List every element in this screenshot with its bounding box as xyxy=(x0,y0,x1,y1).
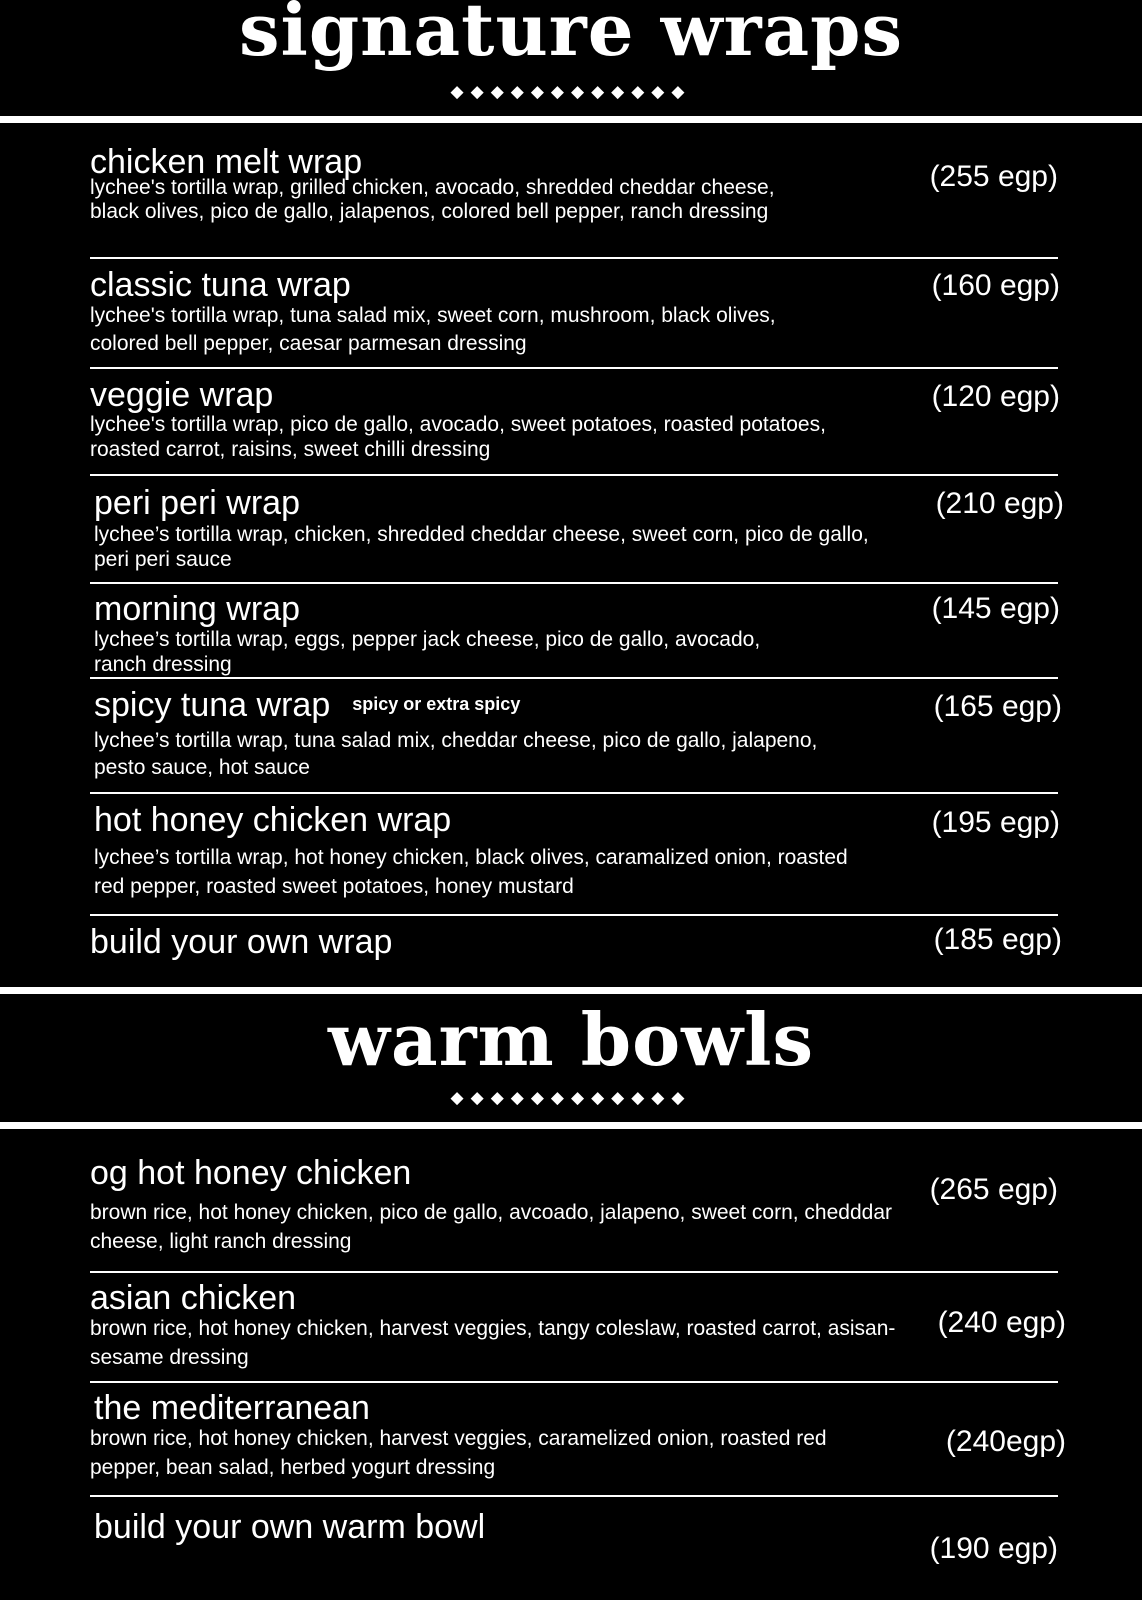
item-divider xyxy=(90,792,1058,794)
menu-item-price: (195 egp) xyxy=(931,806,1060,839)
menu-item-name: build your own warm bowl xyxy=(94,1508,486,1546)
menu-item-price: (165 egp) xyxy=(933,690,1062,723)
section-title-warm-bowls: warm bowls xyxy=(327,997,815,1082)
menu-item-description: brown rice, hot honey chicken, harvest veggies, tangy coleslaw, roasted carrot, asisan-sesame dressing xyxy=(90,1317,896,1369)
item-divider xyxy=(90,914,1058,916)
diamond-divider-icon: ◆◆◆◆◆◆◆◆◆◆◆◆ xyxy=(450,1088,692,1108)
menu-item-price: (145 egp) xyxy=(931,592,1060,625)
section-divider xyxy=(0,1122,1142,1129)
item-divider xyxy=(90,367,1058,369)
menu-item-description: lychee's tortilla wrap, grilled chicken, avocado, shredded cheddar cheese, black olives, pico de gallo, jalapenos, colored bell pepper, ranch dressing xyxy=(90,176,775,223)
menu-item-name: chicken melt wrap xyxy=(90,143,363,181)
menu-item-name: asian chicken xyxy=(90,1279,297,1317)
menu-item-price: (255 egp) xyxy=(929,160,1058,193)
item-divider xyxy=(90,677,1058,679)
spice-level-note: spicy or extra spicy xyxy=(352,694,521,715)
menu-item-name: og hot honey chicken xyxy=(90,1154,412,1192)
menu-item-description: brown rice, hot honey chicken, harvest veggies, caramelized onion, roasted red pepper, bean salad, herbed yogurt dressing xyxy=(90,1427,827,1479)
section-title-signature-wraps: signature wraps xyxy=(238,0,904,72)
menu-item-price: (185 egp) xyxy=(933,923,1062,956)
menu-item-price: (210 egp) xyxy=(935,487,1064,520)
menu-item-description: lychee's tortilla wrap, tuna salad mix, sweet corn, mushroom, black olives, colored bell pepper, caesar parmesan dressing xyxy=(90,304,776,355)
section-divider xyxy=(0,116,1142,123)
diamond-divider-icon: ◆◆◆◆◆◆◆◆◆◆◆◆ xyxy=(450,82,692,102)
menu-item-price: (120 egp) xyxy=(931,380,1060,413)
item-divider xyxy=(90,1271,1058,1273)
menu-item-name: classic tuna wrap xyxy=(90,266,351,304)
menu-item-description: brown rice, hot honey chicken, pico de gallo, avcoado, jalapeno, sweet corn, chedddar cheese, light ranch dressing xyxy=(90,1201,892,1253)
menu-item-description: lychee's tortilla wrap, pico de gallo, avocado, sweet potatoes, roasted potatoes, roasted carrot, raisins, sweet chilli dressing xyxy=(90,413,826,461)
menu-item-name: peri peri wrap xyxy=(94,484,300,522)
menu-item-name: morning wrap xyxy=(94,590,300,628)
menu-item-description: lychee’s tortilla wrap, tuna salad mix, cheddar cheese, pico de gallo, jalapeno, pesto sauce, hot sauce xyxy=(94,729,818,779)
menu-item-price: (160 egp) xyxy=(931,269,1060,302)
menu-item-price: (240egp) xyxy=(945,1425,1066,1458)
item-divider xyxy=(90,582,1058,584)
menu-item-name: the mediterranean xyxy=(94,1389,370,1427)
menu-item-price: (190 egp) xyxy=(929,1532,1058,1565)
menu-item-price: (265 egp) xyxy=(929,1173,1058,1206)
item-divider xyxy=(90,474,1058,476)
menu-item-description: lychee’s tortilla wrap, hot honey chicken, black olives, caramalized onion, roasted red pepper, roasted sweet potatoes, honey mustard xyxy=(94,846,848,898)
section-divider xyxy=(0,987,1142,994)
menu-item-name: hot honey chicken wrap xyxy=(94,801,452,839)
menu-item-description: lychee’s tortilla wrap, eggs, pepper jack cheese, pico de gallo, avocado, ranch dressing xyxy=(94,628,761,676)
item-divider xyxy=(90,1381,1058,1383)
menu-item-price: (240 egp) xyxy=(937,1306,1066,1339)
menu-item-name: veggie wrap xyxy=(90,376,274,414)
menu-item-name-text: spicy tuna wrap xyxy=(94,686,331,724)
item-divider xyxy=(90,257,1058,259)
menu-item-name: build your own wrap xyxy=(90,923,393,961)
menu-item-description: lychee’s tortilla wrap, chicken, shredded cheddar cheese, sweet corn, pico de gallo, peri peri sauce xyxy=(94,523,869,571)
menu-item-name xyxy=(94,688,520,722)
item-divider xyxy=(90,1495,1058,1497)
